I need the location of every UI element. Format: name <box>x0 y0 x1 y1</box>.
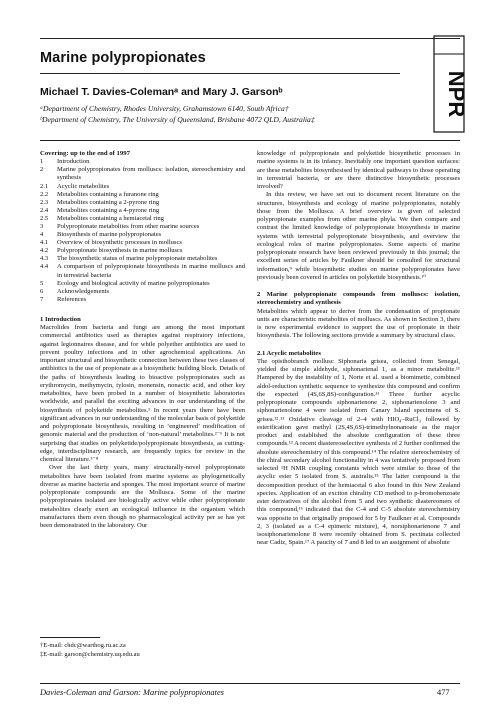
toc-item: 4.1 Overview of biosynthetic processes in molluscs <box>40 239 182 247</box>
toc-item: 4 Biosynthesis of marine polypropionates <box>40 231 162 239</box>
toc-item: 2.3 Metabolites containing a 2-pyrone ring <box>40 198 160 206</box>
title-rule <box>40 73 400 74</box>
toc-item: 2 Marine polypropionates from molluscs: isolation, stereochemistry and synthesis <box>40 166 245 182</box>
footnote: †E-mail: chdc@warthog.ru.ac.za <box>40 642 126 649</box>
footnote-rule <box>40 637 100 638</box>
section-heading-2: 2 Marine polypropionate compounds from molluscs: isolation, stereochemistry and synthesis <box>257 291 460 307</box>
npr-journal-logo <box>414 36 469 132</box>
toc-item: 3 Polypropionate metabolites from other marine sources <box>40 223 200 230</box>
top-rule <box>40 38 460 39</box>
toc-item: 7 References <box>40 295 87 303</box>
section-heading-introduction: 1 Introduction <box>40 315 81 323</box>
intro-paragraph: Macrolides from bacteria and fungi are among the most important commercial antibiotics used as therapies against respiratory infections, against legionnaires disease, and for while polyether antibiotics are used to prevent poultry infections and in other agrochemical applications. An important structural and biosynthetic connection between these two classes of antibiotics is the use of propionate as a biosynthetic building block. Details of the paths of biosynthesis leading to bioactive polypropionates such as erythromycin, methymycin, tylosin, monensin, nonactic acid, and other key metabolites, have been probed in a number of biosynthetic laboratories worldwide, and parallel the exciting advances in our understanding of the biosynthesis of polyketide metabolites.¹ In recent years there have been significant advances in our understanding of the molecular basis of polyketide and polypropionate biosynthesis, resulting in ‘engineered’ modification of genomic material and the production of ‘non-natural’ metabolites.²⁻⁶ It is not surprising that studies on polyketide/polypropionate biosynthesis, as cutting-edge, interdisciplinary research, are frequently topics for review in the chemical literature.³⁻⁸ <box>40 324 245 464</box>
footnote: ‡E-mail: garson@chemistry.uq.edu.au <box>40 651 140 658</box>
toc-item: 4.3 The biosynthetic status of marine polypropionate metabolites <box>40 255 218 263</box>
intro-paragraph: Over the last thirty years, many structurally-novel polypropionate metabolites have been isolated from marine systems as phylogenetically diverse as marine bacteria and sponges. The most important source of marine polypropionate compounds are the Mollusca. Some of the marine polypropionates isolated are biologically active while other polypropionate metabolites clearly exert an ecological influence in the organism which manufactures them even though no pharmacological activity per se has yet been demonstrated in the laboratory. Our <box>40 464 245 530</box>
body-paragraph: Metabolites which appear to derive from the condensation of propionate units are characteristic metabolites of molluscs. As shown in Section 3, there is now experimental evidence to support the use of propionate in their biosynthesis. The following sections provide a summary by structural class. <box>257 307 460 340</box>
table-of-contents <box>40 158 245 304</box>
article-authors: Michael T. Davies-Colemanᵃ and Mary J. Garsonᵇ <box>40 86 283 98</box>
running-footer: Davies-Coleman and Garson: Marine polypropionates <box>40 688 224 697</box>
body-paragraph: In this review, we have set out to document recent literature on the structures, biosynthesis and ecology of marine polypropionates, notably those from the Mollusca. A brief overview is given of selected polypropionate examples from other marine phyla. We then compare and contrast the limited knowledge of polypropionate biosynthesis in marine systems with terrestrial polypropionate biosynthesis, and overview the ecological roles of marine polypropionates. Some aspects of marine polypropionate research have been reviewed previously in this journal; the excellent series of articles by Faulkner should be consulted for structural information,⁹ while biosynthetic studies on marine polypropionates have previously been covered in articles on polyketide biosynthesis.¹⁰ <box>257 191 460 281</box>
toc-item: 1 Introduction <box>40 158 90 166</box>
covering-note: Covering: up to the end of 1997 <box>40 150 130 157</box>
toc-item: 6 Acknowledgements <box>40 287 109 295</box>
section-heading-2-1: 2.1 Acyclic metabolites <box>257 349 321 357</box>
header-rule <box>40 140 460 141</box>
toc-item: 2.2 Metabolites containing a furanone ring <box>40 190 159 198</box>
toc-item: 2.1 Acyclic metabolites <box>40 182 110 190</box>
right-column <box>257 150 460 548</box>
toc-item: 4.2 Polypropionate biosynthesis in marine molluscs <box>40 247 183 255</box>
affiliation-b: ᵇDepartment of Chemistry, The University of Queensland, Brisbane 4072 QLD, Australia‡ <box>40 115 315 124</box>
toc-item: 5 Ecology and biological activity of marine polypropionates <box>40 279 210 287</box>
toc-item: 4.4 A comparison of polypropionate biosynthesis in marine molluscs and in terrestrial bacteria <box>40 263 245 279</box>
body-paragraph: knowledge of polypropionate and polyketide biosynthetic processes in marine systems is in its infancy. Inevitably one important question surfaces: are these metabolites biosynthesised by identical pathways to those operating in terrestrial bacteria, or are there distinctive biosynthetic processes involved? <box>257 150 460 190</box>
npr-logo-text: NPR <box>444 70 469 118</box>
footer-rule <box>40 683 460 684</box>
toc-item: 2.5 Metabolites containing a hemiacetal ring <box>40 214 164 222</box>
toc-item: 2.4 Metabolites containing a 4-pyrone ring <box>40 206 160 214</box>
article-title: Marine polypropionates <box>40 50 206 66</box>
left-column <box>40 150 245 530</box>
page-number: 477 <box>437 688 450 697</box>
affiliation-a: ᵃDepartment of Chemistry, Rhodes University, Grahamstown 6140, South Africa† <box>40 104 289 113</box>
body-paragraph: The opisthobranch mollusc Siphonaria grisea, collected from Senegal, yielded the simple aldehyde, siphonarienal 1, as a minor metabolite.¹¹ Hampered by the instability of 1, Norte et al. used a biomimetic, combined aldol-reduction synthetic sequence to synthesize this compound and confirm the expected (4S,6S,8S)-configuration.¹¹ Three further acyclic polypropionate compounds siphonarienone 2, siphonarienolone 3 and siphonarienolone 4 were isolated from Canary Island specimens of S. grisea.¹²˒¹³ Oxidative cleavage of 2–4 with HIO₄–RuCl₃ followed by esterification gave methyl (2S,4S,6S)-trimethylnonanoate as the major product and established the absolute configuration of these three compounds.¹² A recent diastereoselective synthesis of 2 further confirmed the absolute stereochemistry of this compound.¹⁴ The relative stereochemistry of the chiral secondary alcohol functionality in 4 was tentatively proposed from selected ¹H NMR coupling constants which were similar to those of the acyclic ester 5 isolated from S. australis.¹⁵ The latter compound is the decomposition product of the hemiacetal 6 also found in this New Zealand species. Application of an exciton chirality CD method to p-bromobenzoate ester derivatives of the alcohol from 5 and two synthetic diastereomers of this compound,¹⁶ indicated that the C-4 and C-5 absolute stereochemistry was opposite to that originally proposed for 5 by Faulkner et al. Compounds 2, 3 (isolated as a C-4 epimeric mixture), 4, norsiphonarienone 7 and isosiphonarienolone 8 were recently obtained from S. pectinata collected near Cadiz, Spain.¹⁷ A paucity of 7 and 8 led to an assignment of absolute <box>257 357 460 547</box>
